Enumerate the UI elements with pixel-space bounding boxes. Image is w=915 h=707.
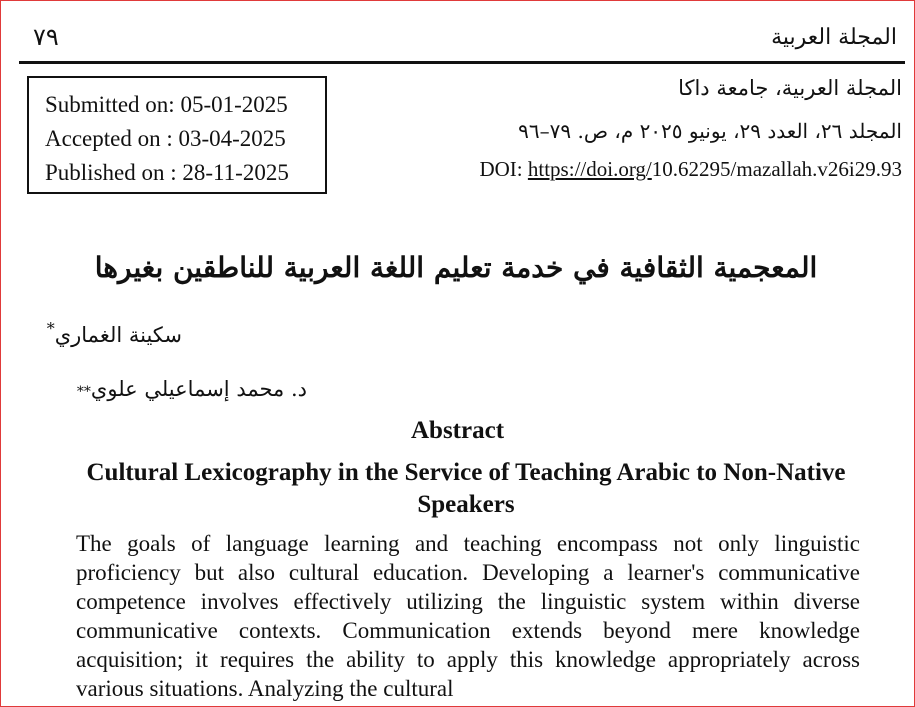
author-1 (47, 319, 182, 347)
author-2-name: د. محمد إسماعيلي علوي (90, 377, 307, 401)
running-journal-name: المجلة العربية (771, 25, 897, 50)
published-date: Published on : 28-11-2025 (45, 160, 289, 185)
running-header (19, 15, 905, 64)
journal-affiliation: المجلة العربية، جامعة داكا (678, 76, 902, 100)
author-1-name: سكينة الغماري (54, 323, 182, 347)
arabic-title: المعجمية الثقافية في خدمة تعليم اللغة العربية للناطقين بغيرها (94, 251, 818, 284)
abstract-body: The goals of language learning and teaching encompass not only linguistic proficiency but also cultural education. Developing a learner's communicative competence involves effectively utilizing the linguistic system within diverse communicative contexts. Communication extends beyond mere knowledge acquisition; it requires the ability to apply this knowledge appropriately across various situations. Analyzing the cultural (76, 531, 860, 701)
author-2-footnote-mark: ** (76, 384, 91, 400)
doi-link[interactable]: https://doi.org/ (527, 157, 652, 181)
page-number: ٧٩ (33, 23, 59, 51)
abstract-heading: Abstract (410, 417, 505, 444)
submission-dates-box (27, 76, 327, 194)
submitted-date: Submitted on: 05-01-2025 (45, 92, 288, 117)
doi-suffix: 10.62295/mazallah.v26i29.93 (651, 157, 902, 181)
doi-label: DOI: (479, 157, 528, 181)
volume-issue-info: المجلد ٢٦، العدد ٢٩، يونيو ٢٠٢٥ م، ص. ٧٩–٩٦ (518, 119, 902, 143)
accepted-date: Accepted on : 03-04-2025 (45, 126, 286, 151)
english-title: Cultural Lexicography in the Service of Teaching Arabic to Non-Native Speakers (86, 459, 846, 518)
author-2 (77, 377, 307, 401)
author-1-footnote-mark: * (46, 319, 55, 338)
publication-info (479, 73, 902, 182)
doi-line (479, 157, 902, 182)
